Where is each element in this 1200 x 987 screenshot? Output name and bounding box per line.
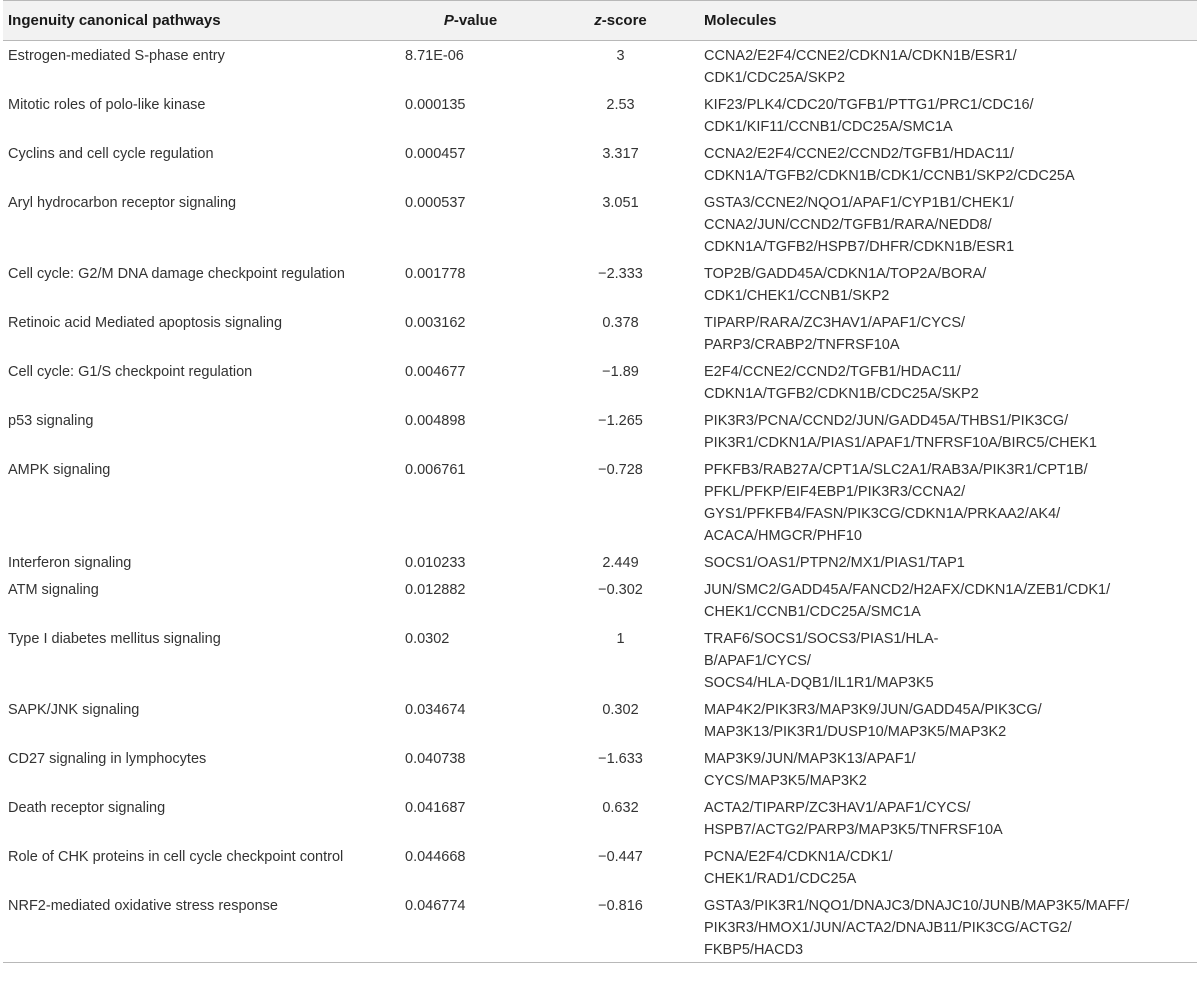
zscore-cell: −2.333 [598,266,643,282]
molecules-line: ACACA/HMGCR/PHF10 [704,528,862,544]
table-row [3,842,1197,891]
pathway-name: ATM signaling [8,582,99,598]
zscore-cell: −0.728 [598,462,643,478]
molecules-line: TOP2B/GADD45A/CDKN1A/TOP2A/BORA/ [704,266,987,282]
molecules-cell [703,744,1197,793]
header-molecules: Molecules [704,11,777,29]
pathway-name: Cell cycle: G2/M DNA damage checkpoint regulation [8,266,345,282]
pathway-table-container [3,0,1197,963]
molecules-cell [703,575,1197,624]
molecules-line: CDK1/CDC25A/SKP2 [704,70,846,86]
molecules-line: B/APAF1/CYCS/ [704,653,811,669]
table-row [3,455,1197,548]
table-header [3,1,1197,41]
pathway-name: AMPK signaling [8,462,111,478]
molecules-line: PIK3R1/CDKN1A/PIAS1/APAF1/TNFRSF10A/BIRC5/CHEK1 [704,435,1097,451]
table-row [3,41,1197,91]
molecules-cell [703,139,1197,188]
zscore-cell: 1 [616,631,625,647]
pvalue-cell: 0.046774 [405,898,466,914]
molecules-cell [703,357,1197,406]
zscore-cell: 0.378 [602,315,639,331]
molecules-line: HSPB7/ACTG2/PARP3/MAP3K5/TNFRSF10A [704,822,1003,838]
pvalue-cell: 0.0302 [405,631,450,647]
table-row [3,548,1197,575]
pvalue-cell: 0.010233 [405,555,466,571]
zscore-cell: −1.633 [598,751,643,767]
zscore-cell: −0.447 [598,849,643,865]
zscore-cell: 3 [616,48,625,64]
molecules-line: KIF23/PLK4/CDC20/TGFB1/PTTG1/PRC1/CDC16/ [704,97,1034,113]
molecules-line: ACTA2/TIPARP/ZC3HAV1/APAF1/CYCS/ [704,800,971,816]
molecules-line: JUN/SMC2/GADD45A/FANCD2/H2AFX/CDKN1A/ZEB1/CDK1/ [704,582,1111,598]
molecules-cell [703,624,1197,695]
pvalue-cell: 0.041687 [405,800,466,816]
pathway-name: Type I diabetes mellitus signaling [8,631,221,647]
table-row [3,575,1197,624]
zscore-cell: −1.89 [602,364,639,380]
zscore-cell: −0.816 [598,898,643,914]
pathway-name: Estrogen-mediated S-phase entry [8,48,225,64]
pathway-name: p53 signaling [8,413,94,429]
molecules-line: MAP3K9/JUN/MAP3K13/APAF1/ [704,751,916,767]
pvalue-cell: 0.040738 [405,751,466,767]
molecules-line: CDKN1A/TGFB2/CDKN1B/CDK1/CCNB1/SKP2/CDC25A [704,168,1075,184]
molecules-line: SOCS1/OAS1/PTPN2/MX1/PIAS1/TAP1 [704,555,965,571]
pvalue-cell: 0.034674 [405,702,466,718]
zscore-cell: 2.449 [602,555,639,571]
pathway-name: Cell cycle: G1/S checkpoint regulation [8,364,253,380]
pvalue-cell: 0.003162 [405,315,466,331]
pathway-name: CD27 signaling in lymphocytes [8,751,207,767]
header-pvalue-italic: P [443,11,454,29]
zscore-cell: 2.53 [606,97,635,113]
molecules-cell [703,259,1197,308]
molecules-line: CDK1/KIF11/CCNB1/CDC25A/SMC1A [704,119,953,135]
table-row [3,744,1197,793]
table-row [3,308,1197,357]
pathway-name: Cyclins and cell cycle regulation [8,146,214,162]
molecules-line: CDKN1A/TGFB2/HSPB7/DHFR/CDKN1B/ESR1 [704,239,1015,255]
molecules-line: PFKFB3/RAB27A/CPT1A/SLC2A1/RAB3A/PIK3R1/CPT1B/ [704,462,1088,478]
molecules-line: CDK1/CHEK1/CCNB1/SKP2 [704,288,890,304]
table-row [3,624,1197,695]
pathway-table [3,0,1197,963]
header-zscore-rest: -score [601,11,647,29]
molecules-cell [703,41,1197,91]
molecules-cell [703,406,1197,455]
molecules-line: PFKL/PFKP/EIF4EBP1/PIK3R3/CCNA2/ [704,484,966,500]
table-row [3,406,1197,455]
molecules-line: GSTA3/CCNE2/NQO1/APAF1/CYP1B1/CHEK1/ [704,195,1014,211]
pvalue-cell: 0.001778 [405,266,466,282]
molecules-line: TIPARP/RARA/ZC3HAV1/APAF1/CYCS/ [704,315,966,331]
pathway-name: Role of CHK proteins in cell cycle checkpoint control [8,849,344,865]
pathway-name: Aryl hydrocarbon receptor signaling [8,195,237,211]
pathway-name: SAPK/JNK signaling [8,702,140,718]
pvalue-cell: 0.000537 [405,195,466,211]
zscore-cell: −1.265 [598,413,643,429]
molecules-line: TRAF6/SOCS1/SOCS3/PIAS1/HLA- [704,631,939,647]
header-pathway: Ingenuity canonical pathways [8,11,221,29]
table-row [3,139,1197,188]
molecules-cell [703,308,1197,357]
molecules-line: FKBP5/HACD3 [704,942,804,958]
table-body [3,41,1197,963]
zscore-cell: −0.302 [598,582,643,598]
molecules-cell [703,548,1197,575]
molecules-line: GSTA3/PIK3R1/NQO1/DNAJC3/DNAJC10/JUNB/MAP3K5/MAFF/ [704,898,1130,914]
table-row [3,695,1197,744]
table-row [3,357,1197,406]
molecules-cell [703,695,1197,744]
zscore-cell: 0.632 [602,800,639,816]
pvalue-cell: 0.044668 [405,849,466,865]
molecules-line: CHEK1/CCNB1/CDC25A/SMC1A [704,604,921,620]
header-row [3,1,1197,41]
pvalue-cell: 8.71E-06 [405,48,464,64]
molecules-line: CCNA2/JUN/CCND2/TGFB1/RARA/NEDD8/ [704,217,992,233]
pvalue-cell: 0.006761 [405,462,466,478]
molecules-line: CCNA2/E2F4/CCNE2/CDKN1A/CDKN1B/ESR1/ [704,48,1017,64]
table-row [3,90,1197,139]
molecules-cell [703,842,1197,891]
pvalue-cell: 0.004898 [405,413,466,429]
molecules-line: PIK3R3/HMOX1/JUN/ACTA2/DNAJB11/PIK3CG/ACTG2/ [704,920,1072,936]
molecules-line: E2F4/CCNE2/CCND2/TGFB1/HDAC11/ [704,364,961,380]
table-row [3,891,1197,963]
pathway-name: Mitotic roles of polo-like kinase [8,97,206,113]
table-row [3,259,1197,308]
table-row [3,793,1197,842]
pvalue-cell: 0.004677 [405,364,466,380]
header-pvalue-rest: -value [453,11,498,29]
molecules-line: PIK3R3/PCNA/CCND2/JUN/GADD45A/THBS1/PIK3CG/ [704,413,1069,429]
molecules-line: PARP3/CRABP2/TNFRSF10A [704,337,900,353]
pathway-name: Death receptor signaling [8,800,166,816]
molecules-cell [703,891,1197,963]
header-zscore-italic: z [594,11,602,29]
pathway-name: Retinoic acid Mediated apoptosis signaling [8,315,283,331]
molecules-line: GYS1/PFKFB4/FASN/PIK3CG/CDKN1A/PRKAA2/AK4/ [704,506,1061,522]
molecules-line: CHEK1/RAD1/CDC25A [704,871,857,887]
zscore-cell: 0.302 [602,702,639,718]
pvalue-cell: 0.000135 [405,97,466,113]
pvalue-cell: 0.000457 [405,146,466,162]
molecules-line: CCNA2/E2F4/CCNE2/CCND2/TGFB1/HDAC11/ [704,146,1014,162]
header-zscore [538,1,703,41]
molecules-line: MAP4K2/PIK3R3/MAP3K9/JUN/GADD45A/PIK3CG/ [704,702,1042,718]
molecules-line: SOCS4/HLA-DQB1/IL1R1/MAP3K5 [704,675,934,691]
molecules-line: CYCS/MAP3K5/MAP3K2 [704,773,867,789]
zscore-cell: 3.317 [602,146,639,162]
table-row [3,188,1197,259]
pvalue-cell: 0.012882 [405,582,466,598]
pathway-name: Interferon signaling [8,555,132,571]
molecules-cell [703,793,1197,842]
zscore-cell: 3.051 [602,195,639,211]
molecules-line: PCNA/E2F4/CDKN1A/CDK1/ [704,849,893,865]
molecules-cell [703,90,1197,139]
molecules-cell [703,455,1197,548]
molecules-line: CDKN1A/TGFB2/CDKN1B/CDC25A/SKP2 [704,386,979,402]
pathway-name: NRF2-mediated oxidative stress response [8,898,278,914]
header-pvalue [403,1,538,41]
molecules-cell [703,188,1197,259]
molecules-line: MAP3K13/PIK3R1/DUSP10/MAP3K5/MAP3K2 [704,724,1007,740]
